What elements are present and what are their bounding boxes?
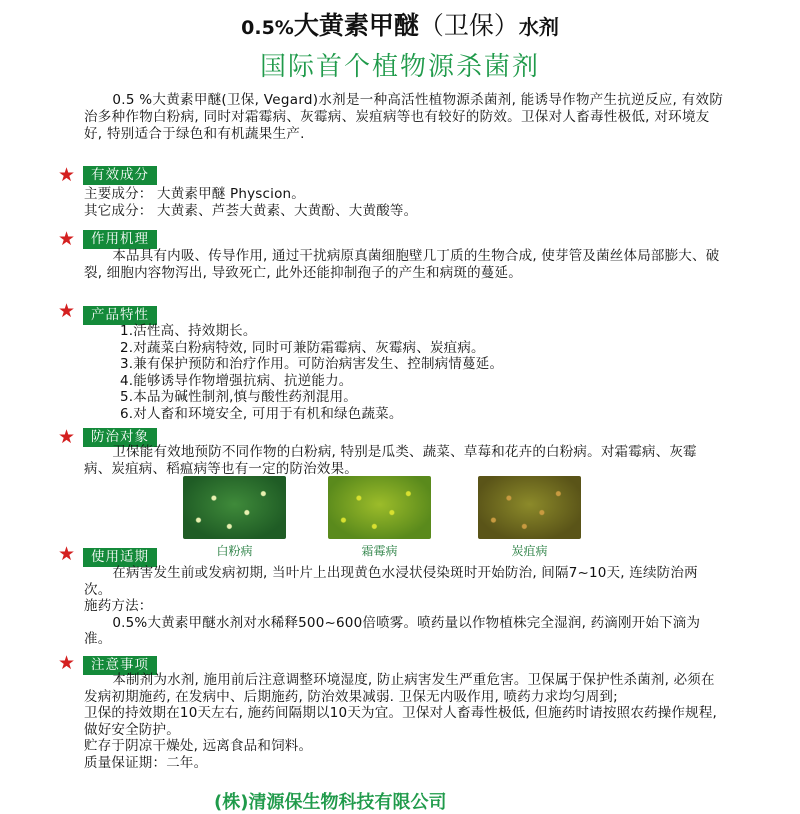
- feature-item: 1.活性高、持效期长。: [120, 323, 257, 339]
- title-concentration: 0.5%: [241, 17, 294, 39]
- photo-caption: 霜霉病: [361, 544, 398, 558]
- feature-item: 3.兼有保护预防和治疗作用。可防治病害发生、控制病情蔓延。: [120, 356, 504, 372]
- notes-line: 质量保证期：二年。: [84, 754, 208, 771]
- star-icon: ★: [58, 543, 76, 565]
- star-icon: ★: [58, 426, 76, 448]
- section-tag-usage: 使用适期: [83, 548, 157, 567]
- notes-line: 贮存于阴凉干燥处, 远离食品和饲料。: [84, 738, 313, 754]
- title-main: 大黄素甲醚: [293, 11, 419, 40]
- title-suffix: 水剂: [518, 15, 559, 39]
- downy-mildew-photo: [328, 476, 431, 539]
- photo-caption: 炭疽病: [511, 544, 548, 558]
- mechanism-text: 本品具有内吸、传导作用, 通过干扰病原真菌细胞壁几丁质的生物合成, 使芽管及菌丝体局部膨大、破裂, 细胞内容物泻出, 导致死亡, 此外还能抑制孢子的产生和病斑的蔓延。: [84, 248, 720, 281]
- usage-text: 在病害发生前或发病初期, 当叶片上出现黄色水浸状侵染斑时开始防治, 间隔7~10天, 连续防治两次。: [84, 565, 698, 598]
- usage-block: [84, 565, 724, 648]
- anthracnose-photo: [478, 476, 581, 539]
- ingredients-block: [84, 186, 724, 219]
- features-list: [120, 323, 720, 422]
- targets-text: 卫保能有效地预防不同作物的白粉病, 特别是瓜类、蔬菜、草莓和花卉的白粉病。对霜霉病、灰霉病、炭疽病、稻瘟病等也有一定的防治效果。: [84, 444, 697, 477]
- company-name: (株)清源保生物科技有限公司: [214, 792, 447, 813]
- photo-caption: 白粉病: [216, 544, 253, 558]
- subtitle: 国际首个植物源杀菌剂: [259, 52, 540, 82]
- title-brand: （卫保）: [418, 11, 519, 40]
- section-tag-mechanism: 作用机理: [83, 230, 157, 249]
- feature-item: 5.本品为碱性制剂,慎与酸性药剂混用。: [120, 389, 357, 405]
- feature-item: 4.能够诱导作物增强抗病、抗逆能力。: [120, 372, 353, 389]
- feature-item: 2.对蔬菜白粉病特效, 同时可兼防霜霉病、灰霉病、炭疽病。: [120, 339, 485, 356]
- notes-line: 卫保的持效期在10天左右, 施药间隔期以10天为宜。卫保对人畜毒性极低, 但施药时请按照农药操作规程, 做好安全防护。: [84, 705, 718, 738]
- star-icon: ★: [58, 228, 76, 250]
- product-title: [0, 6, 800, 42]
- method-text: 0.5%大黄素甲醚水剂对水稀释500~600倍喷雾。喷药量以作物植株完全湿润, 药滴刚开始下滴为准。: [84, 614, 701, 647]
- star-icon: ★: [58, 300, 76, 322]
- star-icon: ★: [58, 164, 76, 186]
- ingredient-line: 其它成分： 大黄素、芦荟大黄素、大黄酚、大黄酸等。: [84, 202, 418, 219]
- notes-block: [84, 672, 724, 771]
- section-tag-features: 产品特性: [83, 306, 157, 325]
- ingredient-line: 主要成分： 大黄素甲醚 Physcion。: [84, 186, 305, 202]
- section-tag-notes: 注意事项: [83, 656, 157, 675]
- method-label: 施药方法：: [84, 598, 153, 614]
- powdery-mildew-photo: [183, 476, 286, 539]
- star-icon: ★: [58, 652, 76, 674]
- feature-item: 6.对人畜和环境安全, 可用于有机和绿色蔬菜。: [120, 405, 403, 422]
- section-tag-targets: 防治对象: [83, 428, 157, 447]
- notes-text: 本制剂为水剂, 施用前后注意调整环境湿度, 防止病害发生严重危害。卫保属于保护性杀菌剂, 必须在发病初期施药, 在发病中、后期施药, 防治效果减弱. 卫保无内吸作用, 喷药力求均匀周到;: [84, 672, 715, 705]
- intro-paragraph: 0.5 %大黄素甲醚(卫保, Vegard)水剂是一种高活性植物源杀菌剂, 能诱导作物产生抗逆反应, 有效防治多种作物白粉病, 同时对霜霉病、灰霉病、炭疽病等也有较好的防效。卫保对人畜毒性极低, 对环境友好, 特别适合于绿色和有机蔬果生产.: [84, 92, 724, 142]
- section-tag-ingredients: 有效成分: [83, 166, 157, 185]
